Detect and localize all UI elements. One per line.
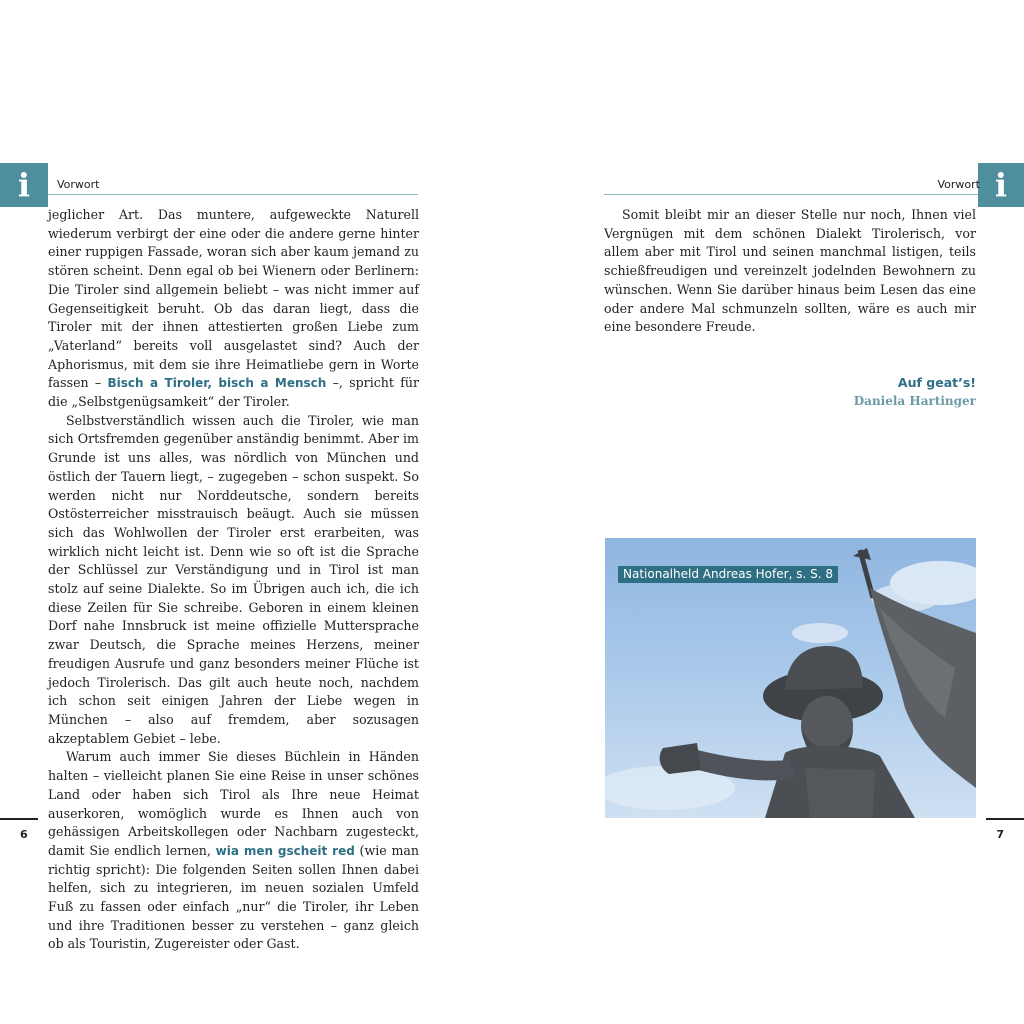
header-rule [48, 194, 418, 195]
author-signature: Daniela Hartinger [853, 394, 976, 408]
footer-rule [986, 818, 1024, 820]
running-header: Vorwort [937, 178, 980, 191]
info-icon [978, 163, 1024, 207]
badge-letter: i [17, 166, 31, 204]
page-number: 7 [996, 828, 1004, 841]
body-text [604, 206, 976, 337]
right-page [512, 0, 1024, 1024]
badge-letter: i [994, 166, 1008, 204]
running-header: Vorwort [57, 178, 100, 191]
paragraph: jeglicher Art. Das muntere, aufgeweckte Naturell wiederum verbirgt der eine oder die andere gerne hinter einer ruppigen Fassade, woran sich aber kaum jemand zu stören scheint. Denn egal ob bei Wienern oder Berlinern: Die Tiroler sind allgemein beliebt – was nicht immer auf Gegenseitigkeit beruht. Ob das daran liegt, dass die Tiroler mit der ihnen attestierten großen Liebe zum „Vaterland“ bereits voll ausgelastet sind? Auch der Aphorismus, mit dem sie ihre Heimatliebe gern in Worte fassen – Bisch a Tiroler, bisch a Mensch –, spricht für die „Selbstgenügsamkeit“ der Tiroler. [48, 207, 419, 410]
statue-photo [605, 538, 976, 818]
paragraph: Selbstverständlich wissen auch die Tiroler, wie man sich Ortsfremden gegenüber anständig benimmt. Aber im Grunde ist uns alles, was nördlich von München und östlich der Tauern liegt, – zugegeben – schon suspekt. So werden nicht nur Norddeutsche, sondern bereits Ostösterreicher misstrauisch beäugt. Auch sie müssen sich das Wohlwollen der Tiroler erst erarbeiten, was wirklich nicht leicht ist. Denn wie so oft ist die Sprache der Schlüssel zur Verständigung und in Tirol ist man stolz auf seine Dialekte. So im Übrigen auch ich, die ich diese Zeilen für Sie schreibe. Geboren in einem kleinen Dorf nahe Innsbruck ist meine offizielle Muttersprache zwar Deutsch, die Sprache meines Herzens, meiner freudigen Ausrufe und ganz besonders meiner Flüche ist jedoch Tirolerisch. Das gilt auch heute noch, nachdem ich schon seit einigen Jahren der Liebe wegen in München – also auf fremdem, aber sozusagen akzeptablem Gebiet – lebe. [48, 412, 419, 746]
dialect-phrase: wia men gscheit red [215, 843, 355, 858]
footer-rule [0, 818, 38, 820]
dialect-phrase: Bisch a Tiroler, bisch a Mensch [107, 376, 327, 391]
page-number: 6 [20, 828, 28, 841]
info-icon [0, 163, 48, 207]
paragraph: Warum auch immer Sie dieses Büchlein in Händen halten – vielleicht planen Sie eine Reise in unser schönes Land oder haben sich Tirol als Ihre neue Heimat auserkoren, womöglich wurde es Ihnen auch von gehässigen Arbeitskollegen oder Nachbarn zugesteckt, damit Sie endlich lernen, wia men gscheit red (wie man richtig spricht): Die folgenden Seiten sollen Ihnen dabei helfen, sich zu integrieren, im neuen sozialen Umfeld Fuß zu fassen oder einfach „nur“ die Tiroler, ihr Leben und ihre Traditionen besser zu verstehen – ganz gleich ob als Touristin, Zugereister oder Gast. [48, 749, 420, 952]
header-rule [604, 194, 978, 195]
closing-greeting: Auf geat’s! [897, 375, 976, 390]
photo-caption: Nationalheld Andreas Hofer, s. S. 8 [618, 566, 838, 583]
body-text [48, 206, 419, 954]
paragraph: Somit bleibt mir an dieser Stelle nur noch, Ihnen viel Vergnügen mit dem schönen Dialekt Tirolerisch, vor allem aber mit Tirol und seinen manchmal listigen, teils schießfreudigen und vereinzelt jodelnden Bewohnern zu wünschen. Wenn Sie darüber hinaus beim Lesen das eine oder andere Mal schmunzeln sollten, wäre es auch mir eine besondere Freude. [604, 207, 976, 335]
